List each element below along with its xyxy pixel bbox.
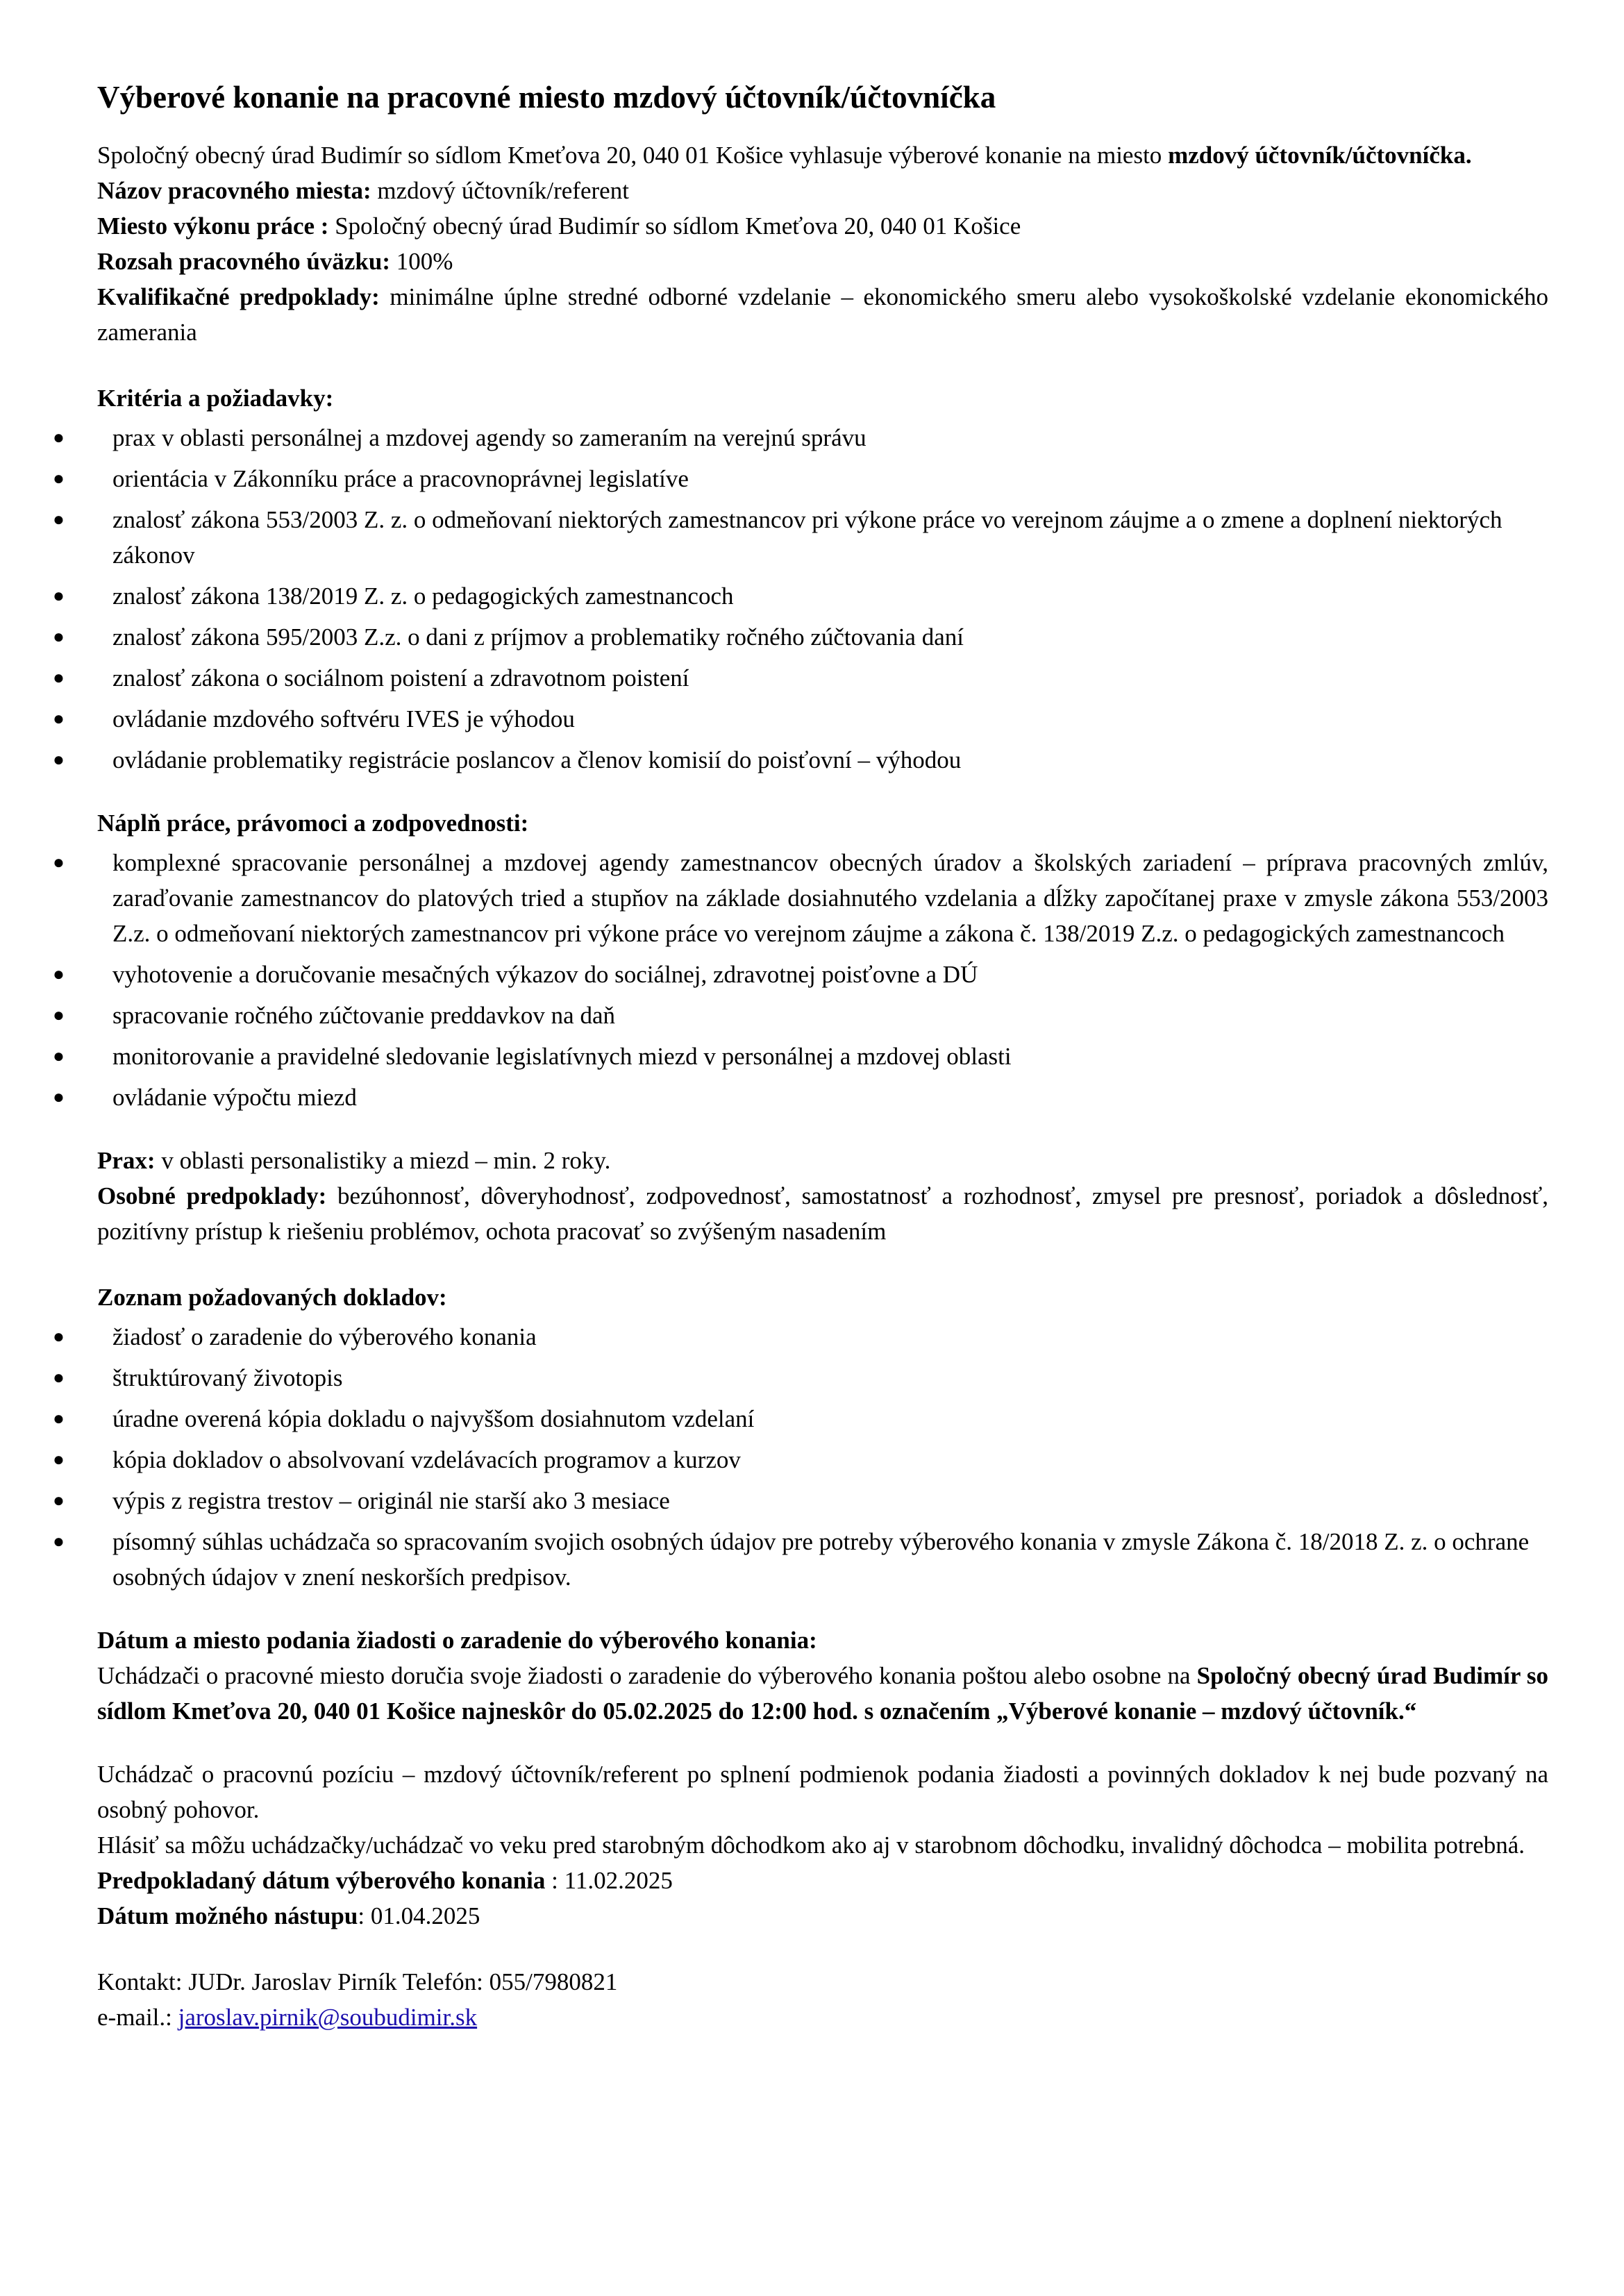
start-date-value: : 01.04.2025 (358, 1902, 480, 1929)
detail-workplace (97, 208, 1548, 244)
list-item (53, 1442, 1548, 1477)
list-item-text: štruktúrovaný životopis (112, 1364, 343, 1391)
list-item-text: vyhotovenie a doručovanie mesačných výkazov do sociálnej, zdravotnej poisťovne a DÚ (112, 961, 978, 988)
list-item-text: monitorovanie a pravidelné sledovanie legislatívnych miezd v personálnej a mzdovej oblasti (112, 1043, 1012, 1070)
start-date-label: Dátum možného nástupu (97, 1902, 358, 1929)
list-item-text: orientácia v Zákonníku práce a pracovnoprávnej legislatíve (112, 465, 689, 492)
list-item (53, 1524, 1548, 1595)
bullet-icon: ● (53, 509, 65, 530)
list-item (53, 619, 1548, 655)
bullet-icon: ● (53, 1046, 65, 1067)
bullet-icon: ● (53, 852, 65, 873)
email-line (97, 2000, 1548, 2035)
list-item-text: znalosť zákona 553/2003 Z. z. o odmeňovaní niektorých zamestnancov pri výkone práce vo verejnom záujme a o zmene a doplnení niektorých zákonov (112, 506, 1502, 569)
list-item (53, 701, 1548, 737)
practice-line (97, 1143, 1548, 1178)
submission-heading: Dátum a miesto podania žiadosti o zaradenie do výberového konania: (97, 1627, 817, 1654)
list-item-text: znalosť zákona 595/2003 Z.z. o dani z príjmov a problematiky ročného zúčtovania daní (112, 623, 964, 651)
list-item-text: úradne overená kópia dokladu o najvyššom dosiahnutom vzdelaní (112, 1405, 755, 1432)
bullet-icon: ● (53, 1367, 65, 1389)
bullet-icon: ● (53, 1087, 65, 1108)
bullet-icon: ● (53, 626, 65, 648)
list-item-text: ovládanie problematiky registrácie poslancov a členov komisií do poisťovní – výhodou (112, 746, 962, 773)
list-item-text: ovládanie mzdového softvéru IVES je výhodou (112, 705, 575, 732)
list-item (53, 660, 1548, 696)
list-item (53, 1483, 1548, 1518)
email-link[interactable]: jaroslav.pirnik@soubudimir.sk (178, 2004, 478, 2031)
list-item-text: žiadosť o zaradenie do výberového konania (112, 1323, 537, 1350)
interview-paragraph: Uchádzač o pracovnú pozíciu – mzdový účtovník/referent po splnení podmienok podania žiadosti a povinných dokladov k nej bude pozvaný na osobný pohovor. (97, 1761, 1548, 1823)
list-item (53, 845, 1548, 951)
detail-job-title (97, 173, 1548, 208)
practice-value: v oblasti personalistiky a miezd – min. 2 roky. (155, 1147, 611, 1174)
detail-label: Názov pracovného miesta: (97, 177, 371, 204)
list-item-text: kópia dokladov o absolvovaní vzdelávacích programov a kurzov (112, 1446, 741, 1473)
list-item (53, 1039, 1548, 1074)
list-item-text: znalosť zákona 138/2019 Z. z. o pedagogických zamestnancoch (112, 583, 734, 610)
criteria-heading: Kritéria a požiadavky: (97, 385, 334, 412)
selection-date-line (97, 1863, 1548, 1898)
submission-paragraph (97, 1658, 1548, 1729)
bullet-icon: ● (53, 1490, 65, 1511)
submission-address: Spoločný obecný úrad Budimír so sídlom Kmeťova 20, 040 01 Košice najneskôr do 05.02.2025 do 12:00 hod. s označením „Výberové konanie – mzdový účtovník.“ (97, 1662, 1548, 1725)
list-item-text: prax v oblasti personálnej a mzdovej agendy so zameraním na verejnú správu (112, 424, 867, 451)
detail-qualification (97, 279, 1548, 350)
page-title: Výberové konanie na pracovné miesto mzdový účtovník/účtovníčka (97, 80, 996, 115)
list-item (53, 1360, 1548, 1396)
document-content (53, 76, 1549, 2035)
duties-list (53, 845, 1548, 1115)
selection-date-label: Predpokladaný dátum výberového konania (97, 1867, 546, 1894)
list-item (53, 1401, 1548, 1436)
bullet-icon: ● (53, 667, 65, 689)
bullet-icon: ● (53, 964, 65, 985)
selection-date-value: : 11.02.2025 (545, 1867, 673, 1894)
list-item (53, 578, 1548, 614)
list-item (53, 420, 1548, 455)
intro-text: Spoločný obecný úrad Budimír so sídlom Kmeťova 20, 040 01 Košice vyhlasuje výberové konanie na miesto (97, 142, 1169, 169)
list-item-text: písomný súhlas uchádzača so spracovaním svojich osobných údajov pre potreby výberového konania v zmysle Zákona č. 18/2018 Z. z. o ochrane osobných údajov v znení neskorších predpisov. (112, 1528, 1530, 1591)
personal-line (97, 1178, 1548, 1249)
criteria-list (53, 420, 1548, 778)
contact-line: Kontakt: JUDr. Jaroslav Pirník Telefón: 055/7980821 (97, 1968, 618, 1995)
list-item (53, 461, 1548, 496)
submission-text: Uchádzači o pracovné miesto doručia svoje žiadosti o zaradenie do výberového konania poštou alebo osobne na (97, 1662, 1197, 1689)
bullet-icon: ● (53, 468, 65, 489)
detail-value: 100% (390, 248, 453, 275)
list-item-text: komplexné spracovanie personálnej a mzdovej agendy zamestnancov obecných úradov a školských zariadení – príprava pracovných zmlúv, zaraďovanie zamestnancov do platových tried a stupňov na základe dosiahnutého vzdelania a dĺžky započítanej praxe v zmysle zákona 553/2003 Z.z. o odmeňovaní niektorých zamestnancov pri výkone práce vo verejnom záujme a zákona č. 138/2019 Z.z. o pedagogických zamestnancoch (112, 849, 1548, 947)
list-item-text: znalosť zákona o sociálnom poistení a zdravotnom poistení (112, 664, 689, 692)
list-item (53, 502, 1548, 573)
list-item-text: ovládanie výpočtu miezd (112, 1084, 357, 1111)
documents-heading: Zoznam požadovaných dokladov: (97, 1284, 447, 1311)
detail-label: Kvalifikačné predpoklady: (97, 283, 380, 310)
bullet-icon: ● (53, 1449, 65, 1470)
list-item-text: výpis z registra trestov – originál nie starší ako 3 mesiace (112, 1487, 670, 1514)
bullet-icon: ● (53, 1326, 65, 1348)
bullet-icon: ● (53, 1408, 65, 1430)
list-item (53, 1080, 1548, 1115)
personal-label: Osobné predpoklady: (97, 1182, 327, 1209)
bullet-icon: ● (53, 585, 65, 607)
bullet-icon: ● (53, 1531, 65, 1552)
intro-position: mzdový účtovník/účtovníčka. (1168, 142, 1472, 169)
list-item (53, 742, 1548, 778)
bullet-icon: ● (53, 749, 65, 771)
detail-workload (97, 244, 1548, 279)
detail-label: Miesto výkonu práce : (97, 212, 329, 240)
eligibility-paragraph: Hlásiť sa môžu uchádzačky/uchádzač vo veku pred starobným dôchodkom ako aj v starobnom dôchodku, invalidný dôchodca – mobilita potrebná. (97, 1832, 1525, 1859)
list-item (53, 957, 1548, 992)
detail-value: mzdový účtovník/referent (371, 177, 629, 204)
list-item-text: spracovanie ročného zúčtovanie preddavkov na daň (112, 1002, 615, 1029)
detail-label: Rozsah pracovného úväzku: (97, 248, 390, 275)
documents-list (53, 1319, 1548, 1595)
personal-value: bezúhonnosť, dôveryhodnosť, zodpovednosť, samostatnosť a rozhodnosť, zmysel pre presnosť, poriadok a dôslednosť, pozitívny prístup k riešeniu problémov, ochota pracovať so zvýšeným nasadením (97, 1182, 1549, 1245)
list-item (53, 998, 1548, 1033)
duties-heading: Náplň práce, právomoci a zodpovednosti: (97, 810, 529, 837)
email-label: e-mail.: (97, 2004, 178, 2031)
intro-paragraph (97, 137, 1548, 173)
detail-value: Spoločný obecný úrad Budimír so sídlom Kmeťova 20, 040 01 Košice (328, 212, 1021, 240)
bullet-icon: ● (53, 708, 65, 730)
practice-label: Prax: (97, 1147, 156, 1174)
start-date-line (97, 1898, 1548, 1934)
bullet-icon: ● (53, 1005, 65, 1026)
bullet-icon: ● (53, 427, 65, 449)
detail-value: minimálne úplne stredné odborné vzdelanie – ekonomického smeru alebo vysokoškolské vzdelanie ekonomického zamerania (97, 283, 1548, 346)
list-item (53, 1319, 1548, 1355)
